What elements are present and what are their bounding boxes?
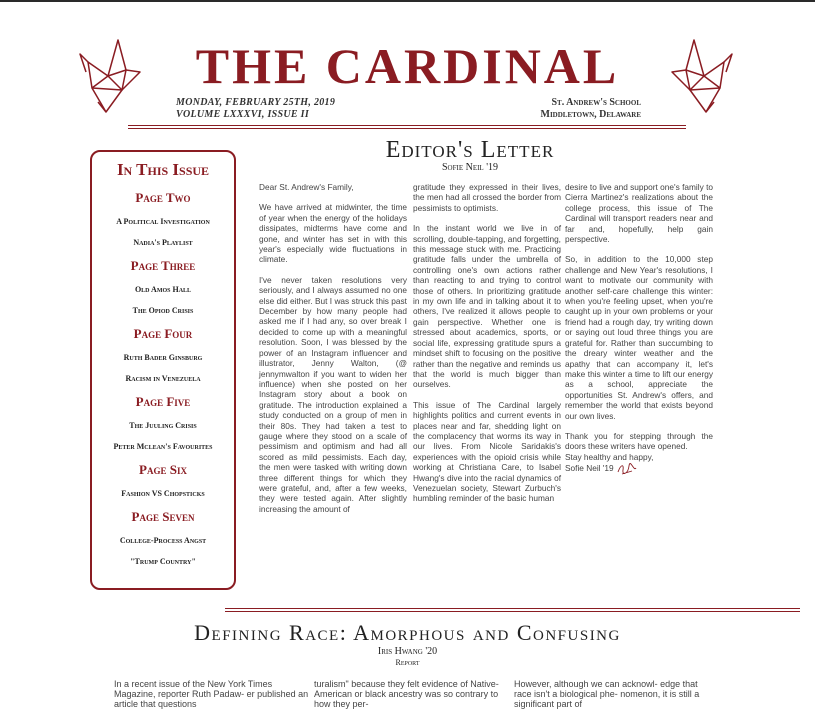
paragraph: I've never taken resolutions very seriously, and I always assumed no one else did either. But I was struck this past December by how many people had asked me if I had any, so over break I decided to come up with a meaningful resolution. Soon, I was blessed by the power of an Instagram influencer and illustrator, Jenny Walton, (@ jennymwalton if you want to widen her influence) when she posted on her Instagram story about a book on gratitude. The introduction explained a study conducted on a group of men in their 80s. They had taken a test to gauge where they stood on a scale of pessimism and optimism and had all scored as mild pessimists. Each day, the men were tasked with writing down three different things for which they were grateful, and, after a few weeks, they were tested again. After slightly increasing the amount of (259, 274, 407, 514)
masthead-title: THE CARDINAL (195, 38, 620, 94)
toc-article-link[interactable]: The Juuling Crisis (129, 421, 197, 430)
issue-volume: VOLUME LXXXVI, ISSUE II (176, 109, 310, 120)
signoff: Stay healthy and happy, (565, 451, 654, 462)
editor-letter-column-2 (413, 182, 561, 514)
editor-letter-byline: Sofie Neil '19 (441, 162, 499, 173)
toc-page-heading: Page Three (130, 258, 196, 273)
toc-article-link[interactable]: Racism in Venezuela (125, 374, 201, 383)
paragraph: We have arrived at midwinter, the time of year when the energy of the holidays dissipates, midterms have come and gone, and winter has set in with this year's especially wide fluctuations in climate. (259, 202, 407, 265)
masthead-rule (128, 125, 686, 129)
article-column-1: In a recent issue of the New York Times Magazine, reporter Ruth Padaw- er published an article that questions (114, 679, 309, 709)
article-category: Report (395, 658, 420, 667)
signature-line (565, 462, 713, 476)
paragraph: gratitude they expressed in their lives, the men had all crossed the border from pessimists to optimists. (413, 182, 561, 213)
toc-page-heading: Page Five (135, 394, 191, 409)
toc-article-link[interactable]: The Opiod Crisis (132, 306, 194, 315)
table-of-contents (90, 150, 236, 590)
signature-name: Sofie Neil '19 (565, 463, 614, 474)
toc-article-link[interactable]: "Trump Country" (130, 557, 196, 566)
article-byline: Iris Hwang '20 (377, 646, 438, 657)
paragraph: desire to live and support one's family to Cierra Martinez's realizations about the college process, this issue of The Cardinal will transport readers near and far and, hopefully, help gain perspective. (565, 182, 713, 245)
issue-date: MONDAY, FEBRUARY 25TH, 2019 (176, 97, 336, 108)
toc-article-link[interactable]: Nadia's Playlist (133, 238, 193, 247)
signature-scribble-icon (616, 462, 638, 476)
toc-article-link[interactable]: Ruth Bader Ginsburg (123, 353, 203, 362)
school-location: Middletown, Delaware (540, 109, 641, 120)
toc-article-link[interactable]: Old Amos Hall (134, 285, 192, 294)
paragraph: Thank you for stepping through the doors these writers have opened. (565, 430, 713, 452)
toc-page-heading: Page Six (139, 462, 187, 477)
article-column-2: turalism" because they felt evidence of Native-American or black ancestry was so contrary to how they per- (314, 679, 499, 709)
school-meta (541, 97, 642, 121)
paragraph: In the instant world we live in of scrolling, double-tapping, and forgetting, this message stuck with me. Practicing gratitude falls under the umbrella of controlling one's own actions rather than reacting to and trying to control those of others. In prioritizing gratitude in my own life and in talking about it to others, I've realized it allows people to gain perspective. Whether one is stressed about academics, sports, or social life, expressing gratitude spurs a mindset shift to focusing on the positive rather than the negative and reminds us that the world is much bigger than ourselves. (413, 223, 561, 390)
top-border (0, 0, 815, 2)
editor-letter-title: Editor's Letter (385, 137, 555, 163)
editor-letter-column-1 (259, 182, 407, 524)
article-title: Defining Race: Amorphous and Confusing (194, 620, 621, 645)
editor-letter-column-3 (565, 182, 713, 476)
origami-crane-right-icon (664, 32, 734, 122)
toc-article-link[interactable]: College-Process Angst (119, 536, 207, 545)
paragraph: This issue of The Cardinal largely highlights politics and current events in places near and far, shedding light on the complacency that worms its way in our lives. From Nicole Saridakis's experiences with the opioid crisis while working at Christiana Care, to Isabel Hwang's dive into the racial dynamics of Venezuelan society, Stewart Zurbuch's humbling reminder of the basic human (413, 399, 561, 504)
toc-page-heading: Page Two (135, 190, 191, 205)
toc-article-link[interactable]: Peter Mclean's Favourites (113, 442, 213, 451)
origami-crane-left-icon (78, 32, 148, 122)
paragraph: Dear St. Andrew's Family, (259, 182, 354, 192)
section-divider (225, 608, 800, 612)
toc-page-heading: Page Seven (131, 509, 195, 524)
article-column-3: However, although we can acknowl- edge that race isn't a biological phe- nomenon, it is still a significant part of (514, 679, 700, 709)
toc-page-heading: Page Four (133, 326, 193, 341)
toc-title: In This Issue (116, 160, 210, 179)
school-name: St. Andrew's School (551, 97, 641, 108)
issue-meta (176, 97, 335, 121)
toc-article-link[interactable]: A Political Investigation (116, 217, 210, 226)
paragraph: So, in addition to the 10,000 step challenge and New Year's resolutions, I want to motivate our community with another self-care challenge this winter: when you're feeling upset, when you're caught up in your own problems or your friend had a rough day, try writing down or saying out loud three things you are grateful for. Rather than succumbing to the dreary winter weather and the apathy that can accompany it, let's make this winter a time to lift our energy as a school, appreciate the opportunities St. Andrew's offers, and remember the world that exists beyond our own lives. (565, 254, 713, 421)
toc-article-link[interactable]: Fashion VS Chopsticks (121, 489, 205, 498)
